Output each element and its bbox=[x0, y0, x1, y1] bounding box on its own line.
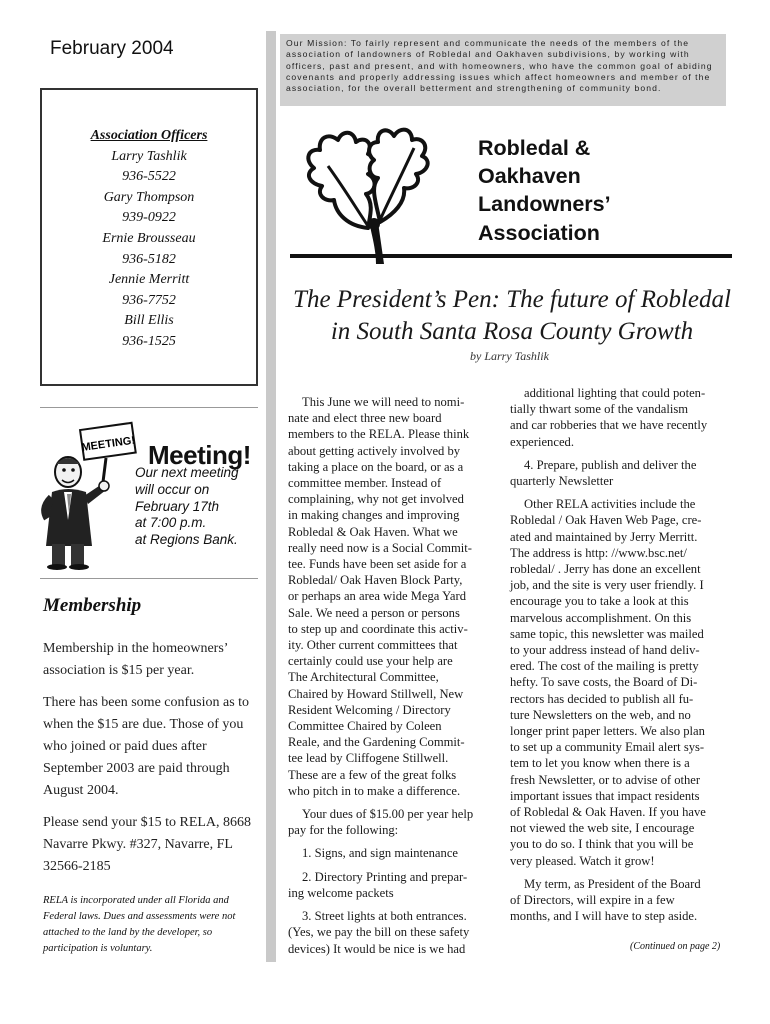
meeting-cartoon-illustration bbox=[40, 420, 140, 570]
article-line: to set up a community Email alert sys- bbox=[510, 740, 705, 755]
article-line: to your address instead of hand deliv- bbox=[510, 643, 700, 658]
organization-name-line: Robledal & bbox=[478, 136, 591, 160]
article-line: of Robledal & Oak Haven. If you have bbox=[510, 805, 706, 820]
organization-name-line: Association bbox=[478, 220, 600, 245]
article-line: tially thwart some of the vandalism bbox=[510, 402, 689, 417]
meeting-line: will occur on bbox=[135, 481, 210, 497]
mission-statement: Our Mission: To fairly represent and communicate the needs of the members of the association of landowners of Robledal and Oakhaven subdivisions, by working with officers, past and present, and with homeowners, who have the common goal of abiding covenants and properly addressing issues which affect homeowners and member of the association, for the overall betterment and strengthening of community bond. bbox=[280, 34, 726, 106]
article-paragraph bbox=[288, 806, 488, 838]
article-line: robledal/ . Jerry has done an excellent bbox=[510, 562, 701, 577]
article-line: not viewed the web site, I encourage bbox=[510, 821, 695, 836]
article-line: tee lead by Cliffogene Stillwell. bbox=[288, 751, 449, 766]
article-line: Robledal/ Oak Haven Block Party, bbox=[288, 573, 463, 588]
meeting-line: February 17th bbox=[135, 498, 220, 514]
article-line: experienced. bbox=[510, 434, 574, 449]
article-line: 2. Directory Printing and prepar- bbox=[302, 869, 468, 884]
article-line: ture Newsletters on the web, and no bbox=[510, 707, 691, 722]
article-line: to step up and coordinate this activ- bbox=[288, 621, 468, 636]
article-line: very pleased. Watch it grow! bbox=[510, 853, 655, 868]
article-line: Reale, and the Gardening Commit- bbox=[288, 735, 465, 750]
article-line: Robledal / Oak Haven Web Page, cre- bbox=[510, 513, 702, 528]
article-line: or perhaps an area wide Mega Yard bbox=[288, 589, 466, 604]
organization-name-line: Oakhaven bbox=[478, 164, 581, 189]
article-paragraph bbox=[288, 394, 488, 799]
article-paragraph bbox=[288, 908, 488, 957]
article-line: complaining, why not get involved bbox=[288, 492, 464, 507]
meeting-details bbox=[135, 465, 265, 549]
membership-heading: Membership bbox=[43, 595, 142, 616]
officer-name: Larry Tashlik bbox=[111, 148, 187, 164]
article-line: about getting actively involved by bbox=[288, 443, 461, 458]
article-line: 4. Prepare, publish and deliver the bbox=[524, 457, 697, 472]
officers-title: Association Officers bbox=[90, 128, 208, 143]
article-line: you to do so. I think that you will be bbox=[510, 837, 694, 852]
officer-phone: 936-1525 bbox=[122, 333, 176, 349]
meeting-line: Our next meeting bbox=[135, 465, 239, 480]
article-line: (Yes, we pay the bill on these safety bbox=[288, 925, 470, 940]
article-line: hefty. To save costs, the Board of Di- bbox=[510, 675, 698, 690]
article-line: encourage you to take a look at this bbox=[510, 594, 689, 609]
officer-name: Ernie Brousseau bbox=[102, 230, 196, 246]
article-line: These are a few of the great folks bbox=[288, 767, 457, 782]
article-line: My term, as President of the Board bbox=[524, 876, 701, 891]
article-line: This June we will need to nomi- bbox=[302, 395, 465, 409]
article-line: tem to let you know when there is a bbox=[510, 756, 690, 771]
article-paragraph bbox=[288, 845, 488, 861]
meeting-line: at Regions Bank. bbox=[135, 532, 238, 548]
article-paragraph bbox=[510, 385, 725, 450]
article-line: additional lighting that could poten- bbox=[524, 386, 706, 400]
article-line: Resident Welcoming / Directory bbox=[288, 702, 451, 717]
membership-body bbox=[43, 638, 265, 888]
article-line: marvelous accomplishment. On this bbox=[510, 610, 692, 625]
header-rule bbox=[290, 254, 732, 258]
article-line: longer print paper letters. We also plan bbox=[510, 724, 705, 739]
article-line: tee. Funds have been set aside for a bbox=[288, 557, 467, 572]
article-line: fresh Newsletter, or to advise of other bbox=[510, 772, 701, 787]
column-divider-bar bbox=[266, 31, 276, 962]
article-line: rectors has decided to publish all fu- bbox=[510, 691, 694, 706]
article-line: really need now is a Social Commit- bbox=[288, 540, 472, 555]
article-paragraph bbox=[510, 496, 725, 869]
article-line: and car robberies that we have recently bbox=[510, 418, 708, 433]
article-paragraph bbox=[510, 876, 725, 925]
article-line: in making changes and improving bbox=[288, 508, 460, 523]
officer-name: Jennie Merritt bbox=[108, 272, 190, 288]
article-paragraph bbox=[510, 457, 725, 489]
article-line: pay for the following: bbox=[288, 823, 399, 838]
article-line: Robledal & Oak Haven. What we bbox=[288, 524, 458, 539]
article-line: The Architectural Committee, bbox=[288, 670, 439, 685]
issue-date: February 2004 bbox=[50, 38, 174, 59]
officer-phone: 936-5522 bbox=[122, 169, 176, 185]
article-paragraph bbox=[288, 869, 488, 901]
article-line: months, and I will have to step aside. bbox=[510, 909, 698, 924]
membership-paragraph: There has been some confusion as to when the $15 are due. Those of you who joined or paid dues after September 2003 are paid through August 2004. bbox=[43, 695, 250, 798]
article-line: Other RELA activities include the bbox=[524, 497, 696, 512]
officer-name: Bill Ellis bbox=[124, 313, 174, 329]
organization-name-line: Landowners’ bbox=[478, 192, 611, 217]
article-line: certainly could use your help are bbox=[288, 654, 453, 669]
organization-name bbox=[478, 134, 611, 247]
article-line: Sale. We need a person or persons bbox=[288, 605, 460, 620]
continued-note: (Continued on page 2) bbox=[630, 941, 721, 952]
article-title bbox=[282, 284, 742, 348]
article-line: committee member. Instead of bbox=[288, 476, 442, 491]
article-line: ity. Other current committees that bbox=[288, 638, 458, 653]
article-line: nate and elect three new board bbox=[288, 411, 442, 426]
article-line: The address is http: //www.bsc.net/ bbox=[510, 545, 687, 560]
officer-phone: 939-0922 bbox=[122, 210, 176, 226]
article-column-1 bbox=[288, 394, 488, 964]
divider-line bbox=[40, 407, 258, 408]
article-title-line: in South Santa Rosa County Growth bbox=[330, 318, 694, 345]
article-line: Your dues of $15.00 per year help bbox=[302, 807, 474, 822]
membership-paragraph: Membership in the homeowners’ association is $15 per year. bbox=[43, 641, 228, 678]
article-column-2 bbox=[510, 385, 725, 932]
officer-phone: 936-5182 bbox=[122, 251, 176, 267]
officer-phone: 936-7752 bbox=[122, 292, 176, 308]
article-line: members to the RELA. Please think bbox=[288, 427, 470, 442]
article-line: Chaired by Howard Stillwell, New bbox=[288, 686, 464, 701]
article-line: 1. Signs, and sign maintenance bbox=[302, 846, 458, 861]
meeting-sign-text: MEETING! bbox=[80, 434, 136, 454]
article-line: taking a place on the board, or as a bbox=[288, 459, 464, 474]
membership-paragraph: Please send your $15 to RELA, 8668 Navarre Pkwy. #327, Navarre, FL 32566-2185 bbox=[43, 815, 252, 874]
article-line: quarterly Newsletter bbox=[510, 474, 614, 489]
membership-legal-note: RELA is incorporated under all Florida and Federal laws. Dues and assessments were not attached to the land by the developer, so participation is voluntary. bbox=[43, 895, 236, 954]
article-byline: by Larry Tashlik bbox=[470, 349, 549, 363]
officers-list bbox=[40, 126, 258, 353]
oak-leaf-logo bbox=[298, 118, 466, 266]
article-line: of Directors, will expire in a few bbox=[510, 893, 675, 908]
article-line: important issues that impact residents bbox=[510, 788, 700, 803]
article-line: who pitch in to make a difference. bbox=[288, 783, 461, 798]
article-line: devices) It would be nice is we had bbox=[288, 941, 466, 956]
divider-line bbox=[40, 578, 258, 579]
article-line: job, and the site is very user friendly. I bbox=[510, 578, 704, 593]
article-line: ated and maintained by Jerry Merritt. bbox=[510, 529, 698, 544]
officer-name: Gary Thompson bbox=[103, 189, 195, 205]
article-line: Committee Chaired by Coleen bbox=[288, 719, 442, 734]
meeting-heading: Meeting! bbox=[148, 440, 251, 470]
article-line: ered. The cost of the mailing is pretty bbox=[510, 659, 699, 674]
article-line: ing welcome packets bbox=[288, 885, 394, 900]
article-line: 3. Street lights at both entrances. bbox=[302, 909, 467, 924]
article-line: same topic, this newsletter was mailed bbox=[510, 626, 704, 641]
article-title-line: The President’s Pen: The future of Robledal bbox=[293, 286, 731, 313]
meeting-line: at 7:00 p.m. bbox=[135, 515, 207, 531]
